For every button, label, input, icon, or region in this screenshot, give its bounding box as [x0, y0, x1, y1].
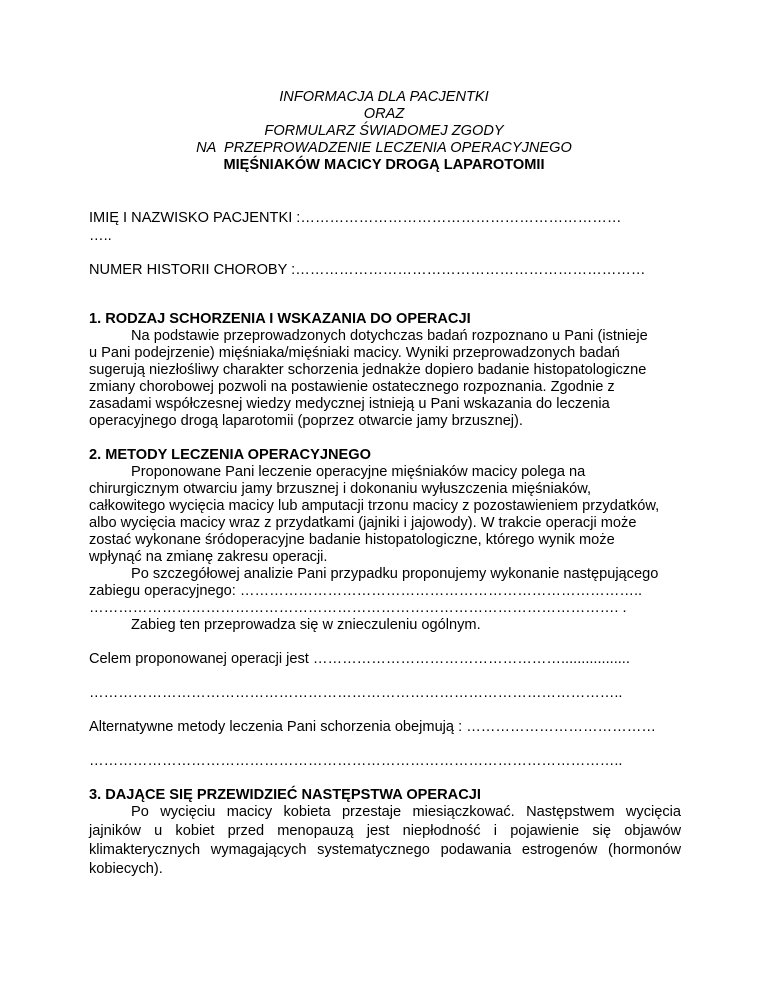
section1-line: u Pani podejrzenie) mięśniaka/mięśniaki macicy. Wyniki przeprowadzonych badań [89, 345, 620, 361]
section1-line: zmiany chorobowej pozwoli na postawienie ostatecznego rozpoznania. Zgodnie z [89, 379, 615, 395]
purpose-dots: ……………………………………………………………………………………………….. [89, 685, 623, 701]
section3-text: Po wycięciu macicy kobieta przestaje miesiączkować. Następstwem wycięcia jajników u kobiet przed menopauzą jest niepłodność i pojawienie się objawów klimakterycznych wymagających systematycznego podawania estrogenów (hormonów kobiecych). [89, 804, 681, 877]
alternatives-label: Alternatywne metody leczenia Pani schorzenia obejmują : ………………………………… [89, 719, 656, 735]
header-line-formularz: FORMULARZ ŚWIADOMEJ ZGODY [264, 123, 504, 139]
section2-line: wpłynąć na zmianę zakresu operacji. [89, 549, 328, 565]
section3-heading: 3. DAJĄCE SIĘ PRZEWIDZIEĆ NASTĘPSTWA OPERACJI [89, 787, 481, 803]
procedure-field-dots: ………………………………………………………………………………………………. . [89, 600, 627, 616]
procedure-field: zabiegu operacyjnego: ……………………………………………………………………….. [89, 583, 643, 599]
alternatives-dots: ……………………………………………………………………………………………….. [89, 753, 623, 769]
section1-heading: 1. RODZAJ SCHORZENIA I WSKAZANIA DO OPERACJI [89, 311, 471, 327]
section2-line: zostać wykonane śródoperacyjne badanie histopatologiczne, którego wynik może [89, 532, 615, 548]
section2-heading: 2. METODY LECZENIA OPERACYJNEGO [89, 447, 371, 463]
section1-line: zasadami współczesnej wiedzy medycznej istnieją u Pani wskazania do leczenia [89, 396, 610, 412]
section1-line: operacyjnego drogą laparotomii (poprzez otwarcie jamy brzusznej). [89, 413, 523, 429]
header-line-title: MIĘŚNIAKÓW MACICY DROGĄ LAPAROTOMII [223, 157, 545, 173]
section2-line: całkowitego wycięcia macicy lub amputacji trzonu macicy z pozostawieniem przydatków, [89, 498, 660, 514]
section1-line: sugerują niezłośliwy charakter schorzenia jednakże dopiero badanie histopatologiczne [89, 362, 647, 378]
section2-line: Po szczegółowej analizie Pani przypadku proponujemy wykonanie następującego [131, 566, 659, 582]
section2-line: Proponowane Pani leczenie operacyjne mięśniaków macicy polega na [131, 464, 586, 480]
patient-name-dots: ….. [89, 228, 112, 244]
section1-line: Na podstawie przeprowadzonych dotychczas badań rozpoznano u Pani (istnieje [131, 328, 648, 344]
header-line-oraz: ORAZ [363, 106, 405, 122]
history-number-label: NUMER HISTORII CHOROBY :……………………………………………………………… [89, 262, 646, 278]
section3-paragraph [89, 803, 681, 879]
section2-line: chirurgicznym otwarciu jamy brzusznej i dokonaniu wyłuszczenia mięśniaków, [89, 481, 592, 497]
header-line-info: INFORMACJA DLA PACJENTKI [279, 89, 489, 105]
header-line-na: NA PRZEPROWADZENIE LECZENIA OPERACYJNEGO [196, 140, 572, 156]
patient-name-label: IMIĘ I NAZWISKO PACJENTKI :………………………………………………………… [89, 210, 622, 226]
section2-line: albo wycięcia macicy wraz z przydatkami (jajniki i jajowody). W trakcie operacji może [89, 515, 637, 531]
section2-line: Zabieg ten przeprowadza się w znieczuleniu ogólnym. [131, 617, 481, 633]
purpose-label: Celem proponowanej operacji jest ……………………………………………................. [89, 651, 630, 667]
